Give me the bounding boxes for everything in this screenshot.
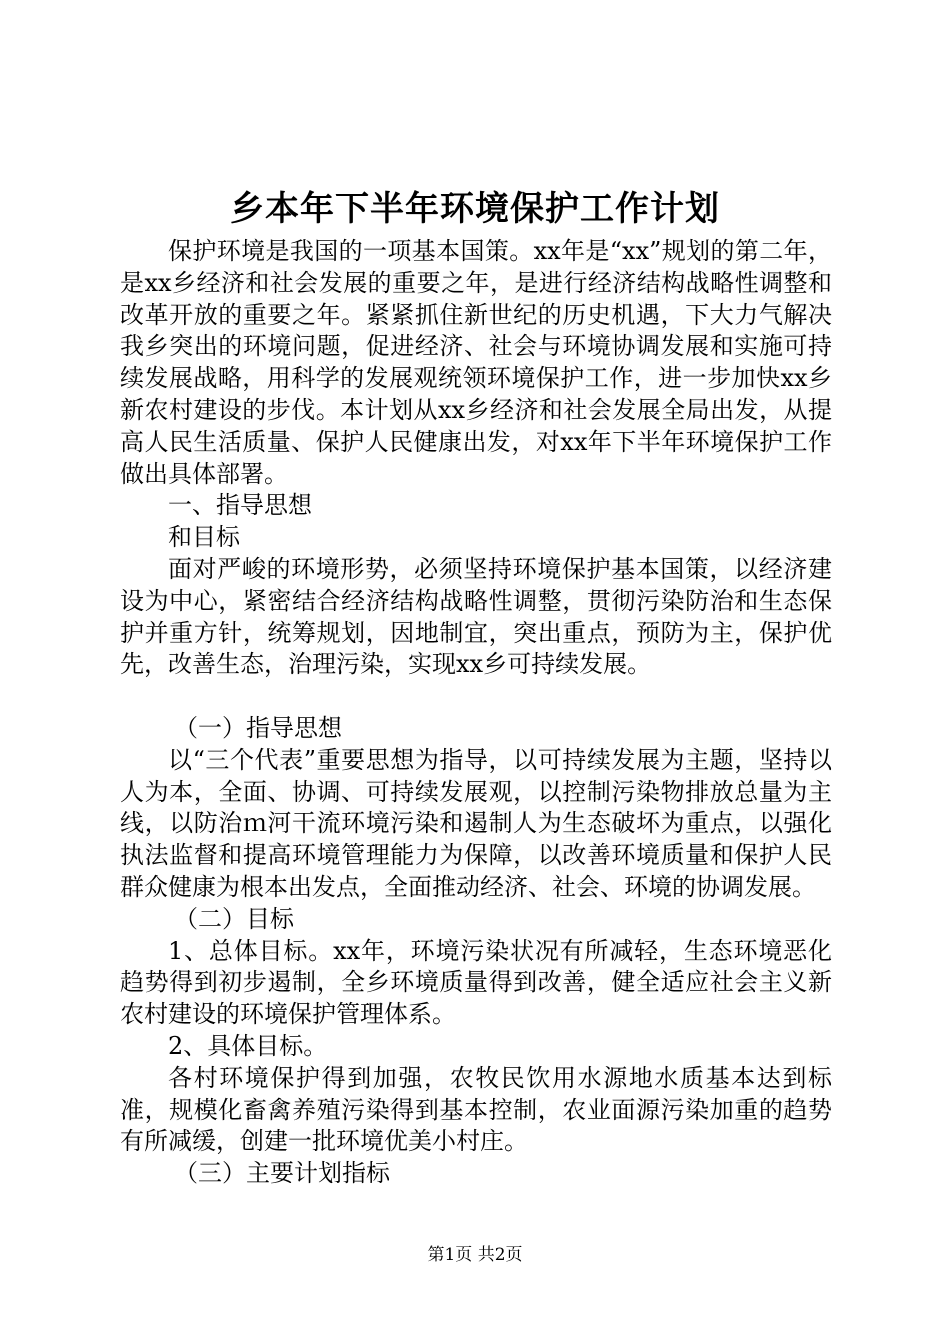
- document-title: 乡本年下半年环境保护工作计划: [230, 189, 720, 229]
- intro-paragraph: 保护环境是我国的一项基本国策。xx年是“xx”规划的第二年，是xx乡经济和社会发展的重要之年，是进行经济结构战略性调整和改革开放的重要之年。紧紧抓住新世纪的历史机遇，下大力气解决我乡突出的环境问题，促进经济、社会与环境协调发展和实施可持续发展战略，用科学的发展观统领环境保护工作，进一步加快xx乡新农村建设的步伐。本计划从xx乡经济和社会发展全局出发，从提高人民生活质量、保护人民健康出发，对xx年下半年环境保护工作做出具体部署。: [120, 237, 832, 488]
- section-heading-guiding-ideology: 一、指导思想: [168, 491, 312, 520]
- subsection-heading-2: （二）目标: [174, 904, 294, 933]
- subsection-heading-1: （一）指导思想: [174, 713, 342, 742]
- ideology-paragraph: 以“三个代表”重要思想为指导，以可持续发展为主题，坚持以人为本，全面、协调、可持续发展观，以控制污染物排放总量为主线，以防治ｍ河干流环境污染和遏制人为生态破坏为重点，以强化执法监督和提高环境管理能力为保障，以改善环境质量和保护人民群众健康为根本出发点，全面推动经济、社会、环境的协调发展。: [120, 745, 832, 901]
- section-heading-continuation: 和目标: [168, 523, 240, 552]
- specific-goal-heading: 2、具体目标。: [168, 1031, 328, 1060]
- subsection-heading-3: （三）主要计划指标: [174, 1159, 390, 1188]
- specific-goal-paragraph: 各村环境保护得到加强，农牧民饮用水源地水质基本达到标准，规模化畜禽养殖污染得到基本控制，农业面源污染加重的趋势有所减缓，创建一批环境优美小村庄。: [120, 1063, 832, 1156]
- blank-line: [120, 681, 832, 713]
- guiding-paragraph: 面对严峻的环境形势，必须坚持环境保护基本国策，以经济建设为中心，紧密结合经济结构战略性调整，贯彻污染防治和生态保护并重方针，统筹规划，因地制宜，突出重点，预防为主，保护优先，改善生态，治理污染，实现xx乡可持续发展。: [120, 554, 832, 679]
- document-body: [120, 236, 832, 1190]
- page-footer: 第1页 共2页: [427, 1245, 523, 1265]
- overall-goal-paragraph: 1、总体目标。xx年，环境污染状况有所减轻，生态环境恶化趋势得到初步遏制，全乡环境质量得到改善，健全适应社会主义新农村建设的环境保护管理体系。: [120, 936, 832, 1029]
